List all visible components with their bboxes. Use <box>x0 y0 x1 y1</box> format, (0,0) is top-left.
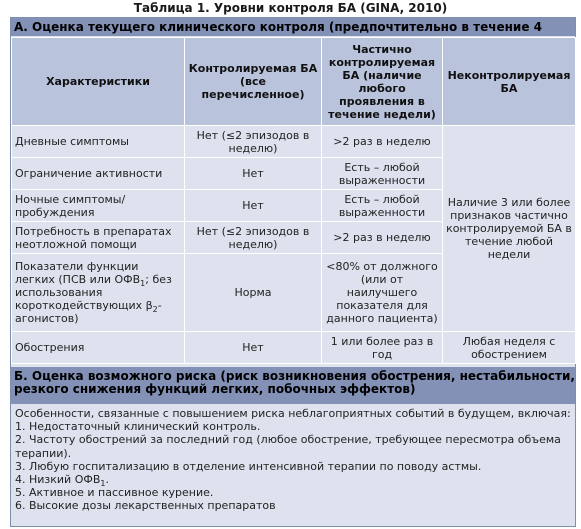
row-partial: 1 или более раз в год <box>322 332 443 364</box>
lung-text-1: Показатели функции легких (ПСВ или ОФВ <box>15 260 141 286</box>
header-row <box>12 38 576 126</box>
control-grid <box>11 37 576 364</box>
row-partial: >2 раз в неделю <box>322 126 443 158</box>
row-controlled: Нет <box>185 158 322 190</box>
risk-factors-body <box>11 404 575 526</box>
row-controlled: Нет (≤2 эпизодов в неделю) <box>185 222 322 254</box>
row-feature: Потребность в препаратах неотложной помощи <box>12 222 185 254</box>
section-b-heading: Б. Оценка возможного риска (риск возникновения обострения, нестабильности, резкого снижения функций легких, побочных эффектов) <box>11 367 575 413</box>
row-controlled: Нет <box>185 332 322 364</box>
row-feature: Дневные симптомы <box>12 126 185 158</box>
row-partial: <80% от должного (или от наилучшего показателя для данного пациента) <box>322 254 443 332</box>
table-row <box>12 332 576 364</box>
levels-table <box>10 17 576 527</box>
list-item <box>15 473 571 489</box>
row-partial: Есть – любой выраженности <box>322 190 443 222</box>
table-title: Таблица 1. Уровни контроля БА (GINA, 2010) <box>133 1 448 15</box>
row-feature-lung <box>12 254 185 332</box>
item4-end: . <box>105 473 109 487</box>
uncontrolled-merged-cell: Наличие 3 или более признаков частично контролируемой БА в течение любой недели <box>443 126 576 332</box>
row-feature: Обострения <box>12 332 185 364</box>
list-item: 6. Высокие дозы лекарственных препаратов <box>15 499 276 513</box>
col-header-controlled: Контролируемая БА (все перечисленное) <box>185 38 322 126</box>
row-controlled: Нет <box>185 190 322 222</box>
row-feature: Ночные симптомы/ пробуждения <box>12 190 185 222</box>
list-item: 3. Любую госпитализацию в отделение интенсивной терапии по поводу астмы. <box>15 459 482 473</box>
lung-sub-1: 1 <box>140 279 146 289</box>
row-controlled: Норма <box>185 254 322 332</box>
lung-sub-2: 2 <box>152 305 158 315</box>
list-item: 2. Частоту обострений за последний год (любое обострение, требующее пересмотра объема терапии). <box>15 433 561 460</box>
item4-sub: 1 <box>100 479 106 489</box>
lung-text-2: ; без использования короткодействующих β <box>15 273 172 312</box>
row-controlled: Нет (≤2 эпизодов в неделю) <box>185 126 322 158</box>
col-header-partial: Частично контролируемая БА (наличие любого проявления в течение недели) <box>322 38 443 126</box>
row-uncontrolled: Любая неделя с обострением <box>443 332 576 364</box>
item4-text: 4. Низкий ОФВ <box>15 473 101 487</box>
lung-text-3: -агонистов) <box>15 299 162 325</box>
section-a-heading: А. Оценка текущего клинического контроля (предпочтительно в течение 4 <box>11 18 575 36</box>
row-partial: >2 раз в неделю <box>322 222 443 254</box>
row-partial: Есть – любой выраженности <box>322 158 443 190</box>
row-feature: Ограничение активности <box>12 158 185 190</box>
table-row <box>12 126 576 158</box>
list-item: 1. Недостаточный клинический контроль. <box>15 420 261 434</box>
col-header-uncontrolled: Неконтролируемая БА <box>443 38 576 126</box>
list-item: 5. Активное и пассивное курение. <box>15 486 214 500</box>
risk-intro: Особенности, связанные с повышением риска неблагоприятных событий в будущем, включая: <box>15 407 571 420</box>
col-header-feature: Характеристики <box>12 38 185 126</box>
